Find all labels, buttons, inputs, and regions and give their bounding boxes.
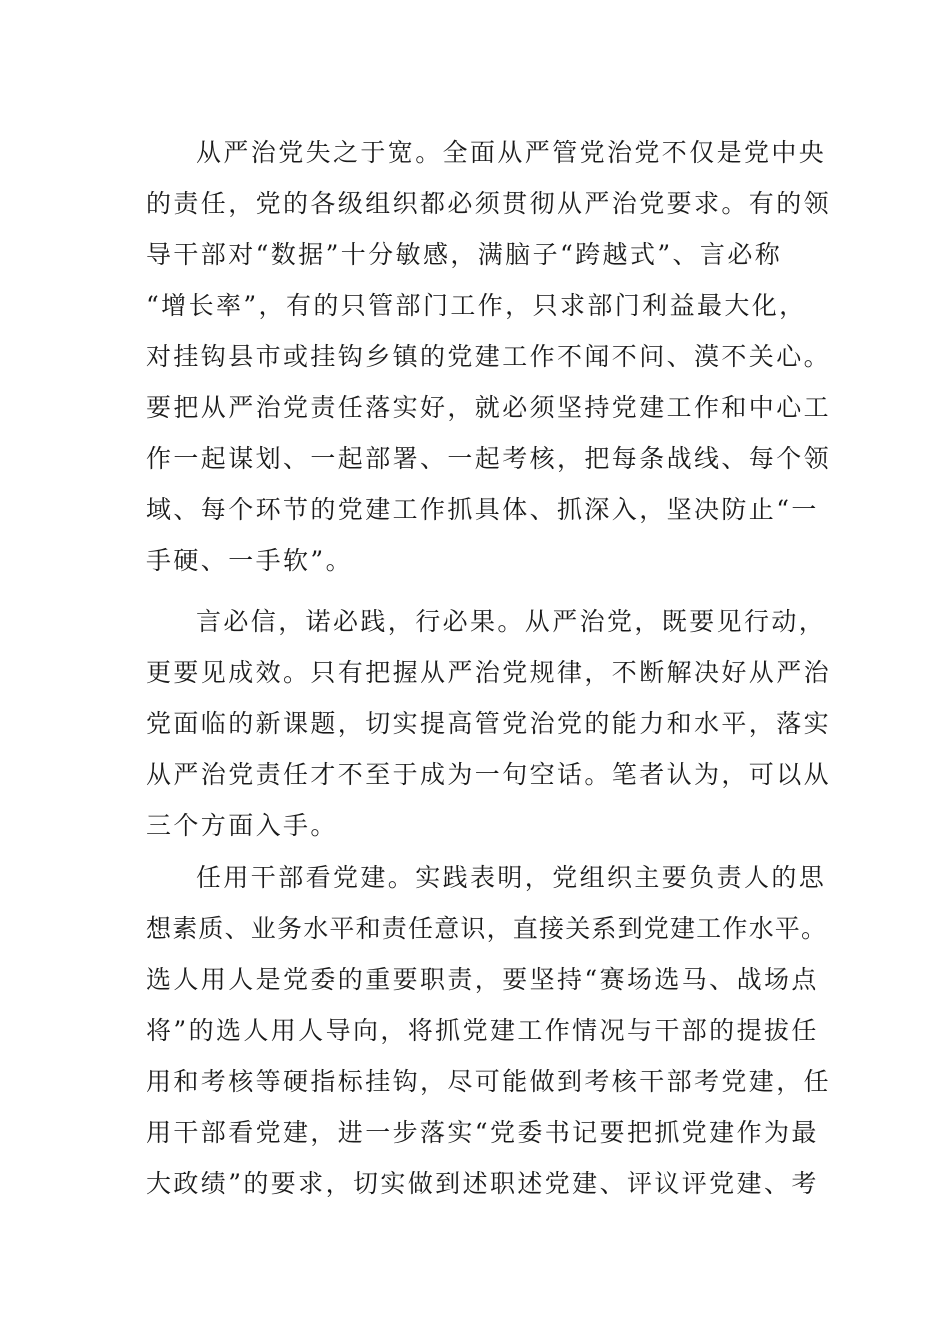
- text-line: 用干部看党建，进一步落实“党委书记要把抓党建作为最: [146, 1118, 819, 1147]
- text-line: 用和考核等硬指标挂钩，尽可能做到考核干部考党建，任: [146, 1067, 832, 1096]
- text-line: 三个方面入手。: [146, 811, 338, 840]
- text-line: 要把从严治党责任落实好，就必须坚持党建工作和中心工: [146, 393, 832, 422]
- text-line: 手硬、一手软”。: [146, 546, 353, 575]
- text-line: 的责任，党的各级组织都必须贯彻从严治党要求。有的领: [146, 189, 832, 218]
- text-line: 更要见成效。只有把握从严治党规律，不断解决好从严治: [146, 658, 832, 687]
- text-line: 任用干部看党建。实践表明，党组织主要负责人的思: [196, 863, 827, 892]
- text-line: 从严治党责任才不至于成为一句空话。笔者认为，可以从: [146, 760, 832, 789]
- text-line: 选人用人是党委的重要职责，要坚持“赛场选马、战场点: [146, 965, 819, 994]
- text-line: 从严治党失之于宽。全面从严管党治党不仅是党中央: [196, 138, 827, 167]
- text-line: 大政绩”的要求，切实做到述职述党建、评议评党建、考: [146, 1169, 819, 1198]
- text-line: 导干部对“数据”十分敏感，满脑子“跨越式”、言必称: [146, 240, 783, 269]
- text-line: 想素质、业务水平和责任意识，直接关系到党建工作水平。: [146, 914, 828, 943]
- text-line: 作一起谋划、一起部署、一起考核，把每条战线、每个领: [146, 444, 832, 473]
- text-line: “增长率”，有的只管部门工作，只求部门利益最大化，: [146, 291, 807, 320]
- text-line: 党面临的新课题，切实提高管党治党的能力和水平，落实: [146, 709, 832, 738]
- text-line: 言必信，诺必践，行必果。从严治党，既要见行动，: [196, 607, 827, 636]
- text-line: 对挂钩县市或挂钩乡镇的党建工作不闻不问、漠不关心。: [146, 342, 832, 371]
- text-line: 域、每个环节的党建工作抓具体、抓深入，坚决防止“一: [146, 495, 819, 524]
- text-line: 将”的选人用人导向，将抓党建工作情况与干部的提拔任: [146, 1016, 819, 1045]
